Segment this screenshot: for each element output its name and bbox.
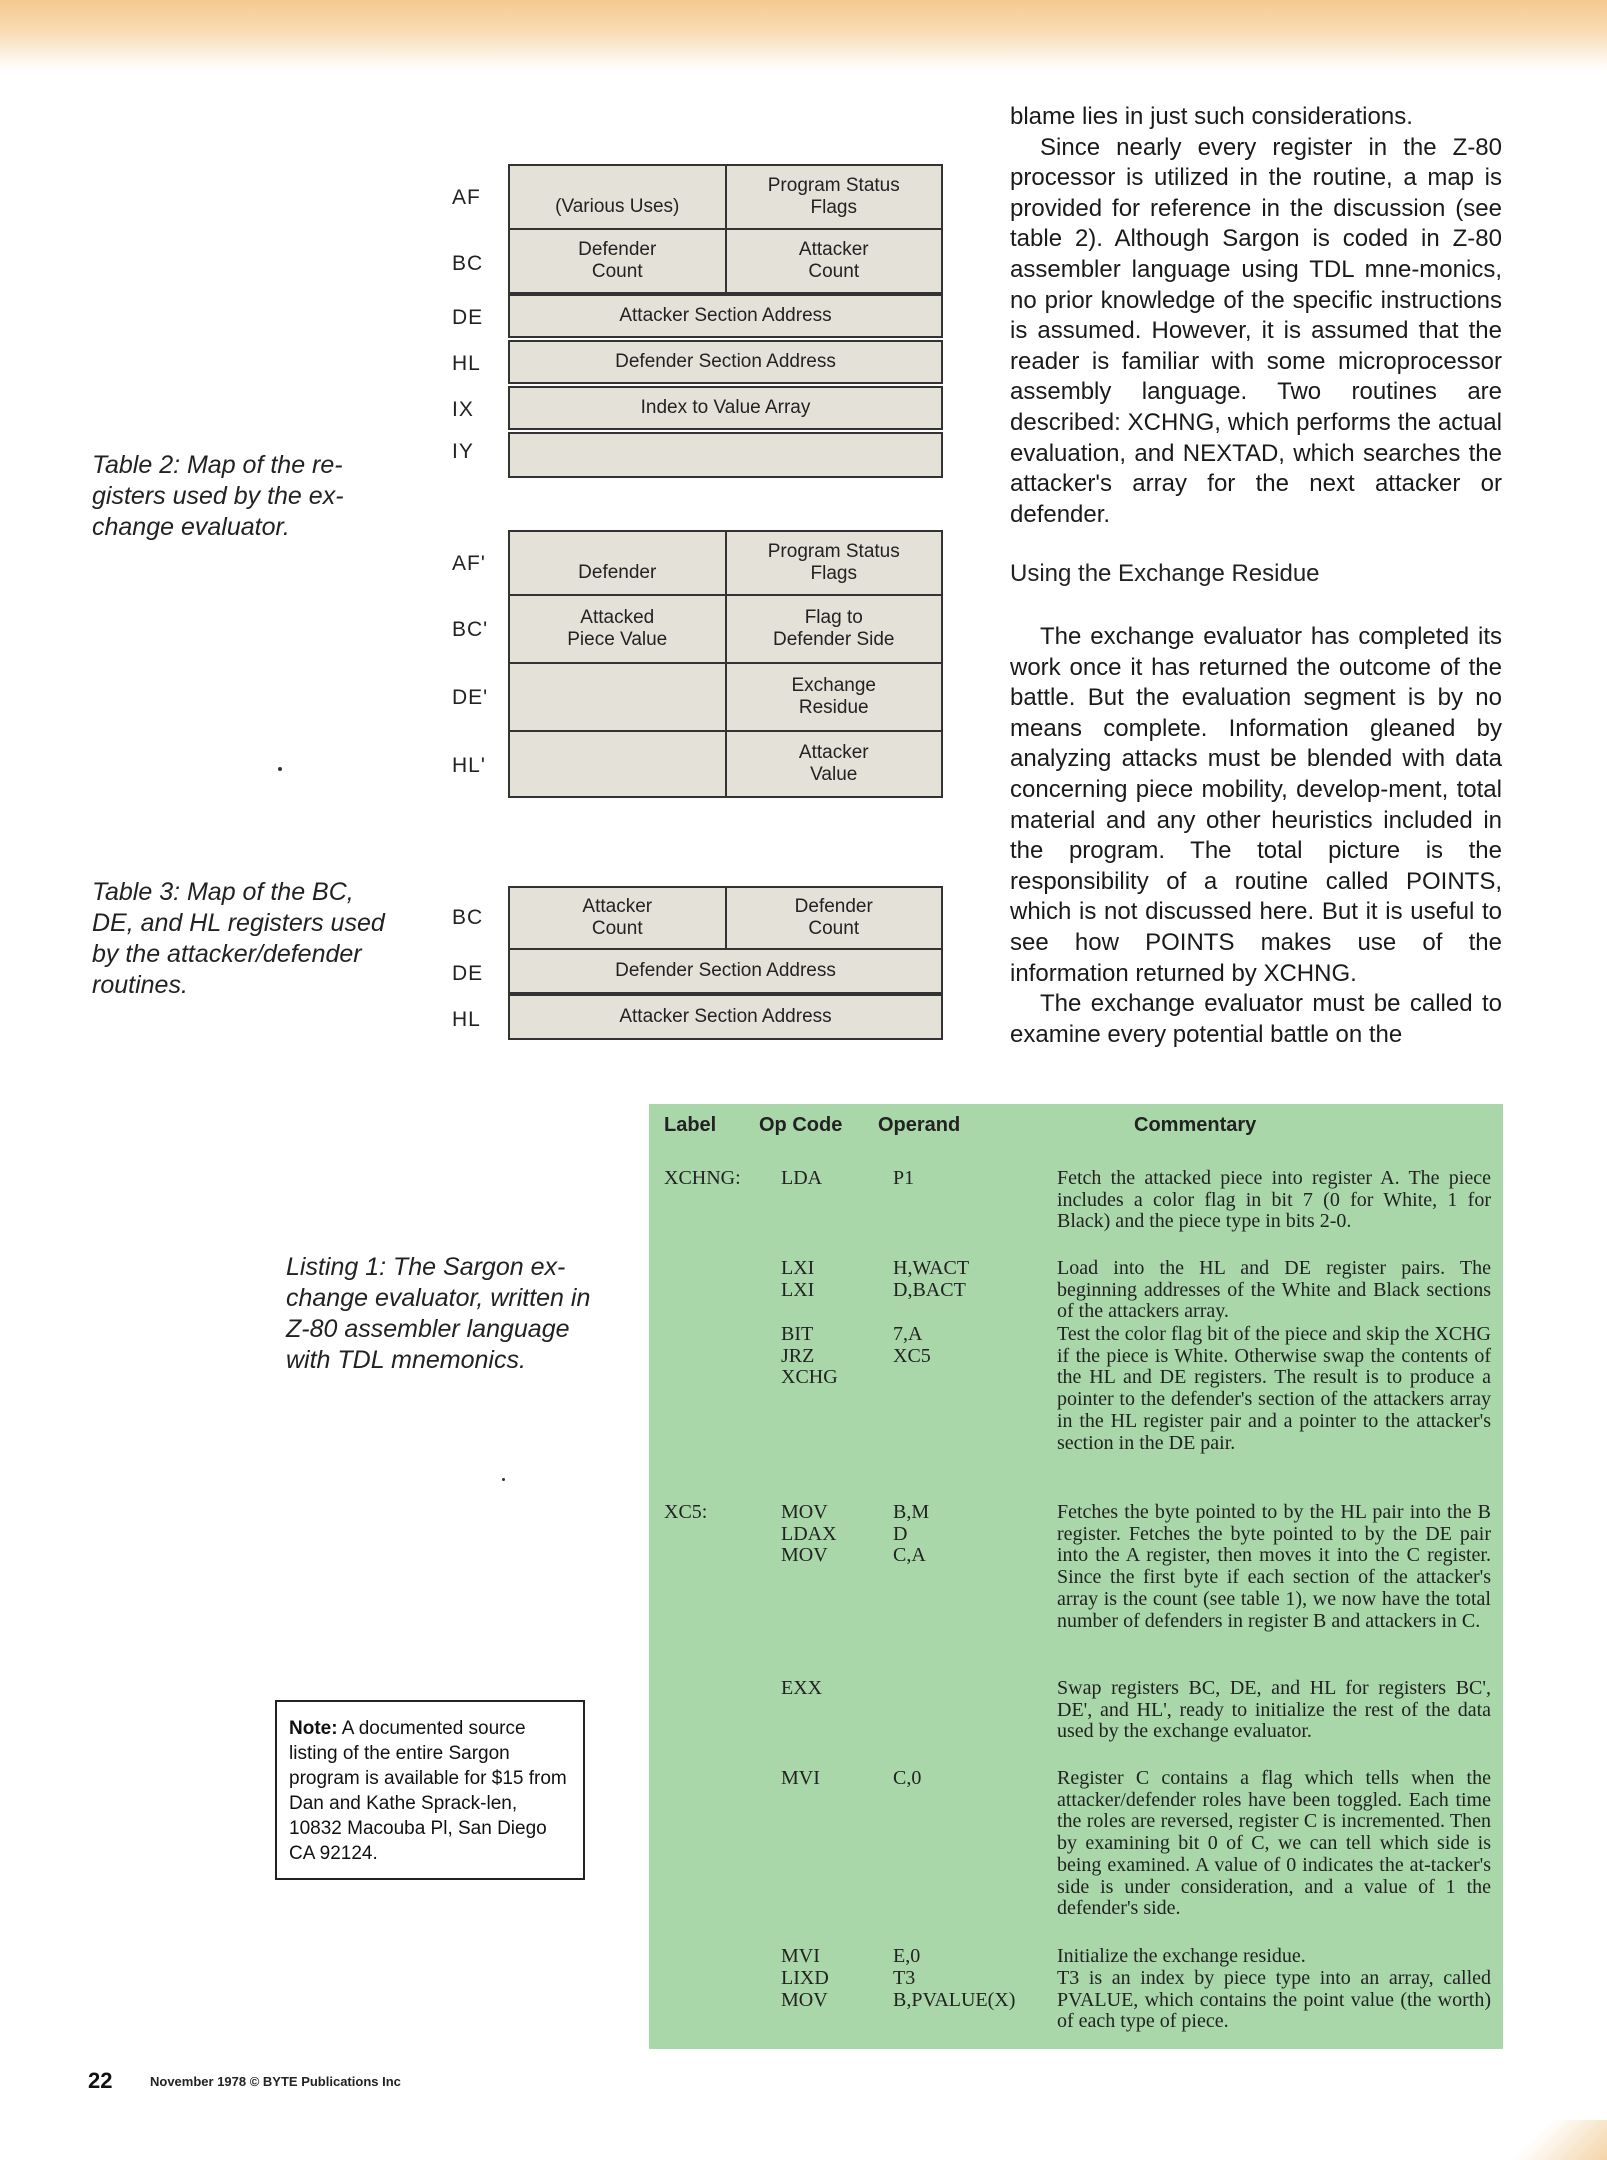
corner-stain bbox=[1487, 2120, 1607, 2160]
register-row bbox=[440, 994, 960, 1040]
register-label: AF bbox=[452, 186, 481, 209]
row-operand: H,WACT D,BACT bbox=[893, 1257, 970, 1301]
register-cell: Attacker Count bbox=[725, 230, 942, 292]
listing-caption: Listing 1: The Sargon ex-change evaluator, written in Z-80 assembler language with TDL mnemonics. bbox=[286, 1253, 591, 1374]
row-comment: Fetches the byte pointed to by the HL pair into the B register. Fetches the byte pointed to by the DE pair into the A register, then moves it into the C register. Since the first byte if each section of the attacker's array is the count (see table 1), we now have the total number of defenders in register B and attackers in C. bbox=[1057, 1501, 1491, 1632]
row-comment: Register C contains a flag which tells when the attacker/defender roles have been toggled. Each time the roles are reversed, register C is incremented. Then by examining bit 0 of C, we can tell which side is being examined. A value of 0 indicates the at-tacker's side is under consideration, and a value of 1 the defender's side. bbox=[1057, 1767, 1491, 1920]
row-operand: B,M D C,A bbox=[893, 1501, 930, 1567]
register-row bbox=[440, 596, 960, 662]
row-opcode: MVI bbox=[781, 1767, 820, 1789]
register-label: DE bbox=[452, 962, 484, 985]
paragraph: The exchange evaluator has completed its work once it has returned the outcome of the battle. But the evaluation segment is by no means complete. Information gleaned by analyzing attacks must be blended with data concerning piece mobility, develop-ment, total material and any other heuristics included in the program. The total picture is the responsibility of a routine called POINTS, which is not discussed here. But it is useful to see how POINTS makes use of the information returned by XCHNG. bbox=[1010, 623, 1502, 987]
row-comment: Swap registers BC, DE, and HL for registers BC', DE', and HL', ready to initialize the rest of the data used by the exchange evaluator. bbox=[1057, 1677, 1491, 1743]
register-row bbox=[440, 950, 960, 996]
header-commentary: Commentary bbox=[1134, 1114, 1257, 1136]
register-label: DE bbox=[452, 306, 484, 329]
register-row bbox=[440, 386, 960, 432]
note-text: A documented source listing of the entire Sargon program is available for $15 from Dan and Kathe Sprack-len, 10832 Macouba Pl, San Diego CA 92124. bbox=[289, 1718, 567, 1864]
register-cell: Flag to Defender Side bbox=[725, 596, 942, 662]
register-cell: Exchange Residue bbox=[725, 664, 942, 730]
register-row bbox=[440, 664, 960, 730]
register-label: BC bbox=[452, 252, 484, 275]
register-row bbox=[440, 230, 960, 296]
listing-1 bbox=[649, 1104, 1503, 2049]
register-label: HL' bbox=[452, 754, 486, 777]
register-row bbox=[440, 340, 960, 386]
row-operand: T3 B,PVALUE(X) bbox=[893, 1967, 1016, 2011]
register-cell bbox=[510, 732, 725, 796]
register-cell: Defender bbox=[578, 562, 657, 583]
row-opcode: LXI LXI bbox=[781, 1257, 815, 1301]
register-cell: (Various Uses) bbox=[555, 196, 680, 217]
body-text-top bbox=[1010, 102, 1502, 530]
page-edge-stain bbox=[0, 0, 1607, 70]
note-box bbox=[275, 1700, 585, 1880]
stray-dot bbox=[502, 1478, 505, 1481]
paragraph: The exchange evaluator must be called to examine every potential battle on the bbox=[1010, 990, 1502, 1048]
row-comment: Initialize the exchange residue. bbox=[1057, 1945, 1306, 1967]
table2-caption: Table 2: Map of the re-gisters used by the ex-change evaluator. bbox=[92, 451, 344, 541]
row-operand: C,0 bbox=[893, 1767, 922, 1789]
register-row bbox=[440, 294, 960, 340]
stray-dot bbox=[278, 767, 282, 771]
note-title: Note: bbox=[289, 1718, 338, 1739]
register-cell: Defender Section Address bbox=[615, 351, 836, 372]
row-label: XCHNG: bbox=[664, 1167, 741, 1189]
register-label: HL bbox=[452, 352, 481, 375]
section-subheading: Using the Exchange Residue bbox=[1010, 560, 1320, 587]
register-label: DE' bbox=[452, 686, 489, 709]
row-operand: P1 bbox=[893, 1167, 915, 1189]
row-opcode: MOV LDAX MOV bbox=[781, 1501, 837, 1567]
row-comment: Fetch the attacked piece into register A. The piece includes a color flag in bit 7 (0 for White, 1 for Black) and the piece type in bits 2-0. bbox=[1057, 1167, 1491, 1233]
register-label: IX bbox=[452, 398, 474, 421]
row-opcode: EXX bbox=[781, 1677, 823, 1699]
row-operand: E,0 bbox=[893, 1945, 921, 1967]
row-opcode: BIT JRZ XCHG bbox=[781, 1323, 838, 1389]
table3-caption: Table 3: Map of the BC, DE, and HL registers used by the attacker/defender routines. bbox=[92, 878, 385, 999]
register-label: AF' bbox=[452, 552, 486, 575]
footer-credit: November 1978 © BYTE Publications Inc bbox=[150, 2074, 401, 2089]
row-opcode: MVI bbox=[781, 1945, 820, 1967]
header-opcode: Op Code bbox=[759, 1114, 843, 1136]
register-cell: Attacker Value bbox=[725, 732, 942, 796]
paragraph: Since nearly every register in the Z-80 processor is utilized in the routine, a map is provided for reference in the discussion (see table 2). Although Sargon is coded in Z-80 assembler language using TDL mne-monics, no prior knowledge of the specific instructions is assumed. However, it is assumed that the reader is familiar with some microprocessor assembly language. Two routines are described: XCHNG, which performs the actual evaluation, and NEXTAD, which searches the attacker's array for the next attacker or defender. bbox=[1010, 133, 1502, 528]
register-row bbox=[440, 732, 960, 798]
page-number: 22 bbox=[88, 2068, 113, 2093]
register-cell: Attacked Piece Value bbox=[567, 607, 668, 650]
register-cell: Program Status Flags bbox=[725, 166, 942, 228]
header-operand: Operand bbox=[878, 1114, 961, 1136]
register-cell bbox=[510, 434, 941, 476]
paragraph: blame lies in just such considerations. bbox=[1010, 103, 1413, 130]
header-label: Label bbox=[664, 1114, 717, 1136]
body-text-bottom bbox=[1010, 622, 1502, 1050]
register-cell bbox=[510, 664, 725, 730]
register-cell: Defender Section Address bbox=[615, 960, 836, 981]
register-cell: Defender Count bbox=[725, 888, 942, 948]
register-row bbox=[440, 164, 960, 230]
register-cell: Attacker Section Address bbox=[619, 305, 832, 326]
register-label: BC bbox=[452, 906, 484, 929]
row-opcode: LIXD MOV bbox=[781, 1967, 829, 2011]
register-cell: Attacker Section Address bbox=[619, 1006, 832, 1027]
register-label: HL bbox=[452, 1008, 481, 1031]
register-label: BC' bbox=[452, 618, 489, 641]
row-comment: Load into the HL and DE register pairs. The beginning addresses of the White and Black sections of the attackers array. bbox=[1057, 1257, 1491, 1323]
register-label: IY bbox=[452, 440, 474, 463]
row-operand: 7,A XC5 bbox=[893, 1323, 931, 1367]
register-row bbox=[440, 530, 960, 596]
register-row bbox=[440, 432, 960, 480]
register-cell: Attacker Count bbox=[582, 896, 653, 939]
register-row bbox=[440, 886, 960, 952]
row-label: XC5: bbox=[664, 1501, 708, 1523]
register-cell: Index to Value Array bbox=[640, 397, 811, 418]
row-comment: Test the color flag bit of the piece and skip the XCHG if the piece is White. Otherwise swap the contents of the HL and DE registers. The result is to produce a pointer to the defender's section of the attackers array in the HL register pair and a pointer to the attacker's section in the DE pair. bbox=[1057, 1323, 1491, 1454]
register-cell: Defender Count bbox=[578, 239, 657, 282]
row-opcode: LDA bbox=[781, 1167, 823, 1189]
register-cell: Program Status Flags bbox=[725, 532, 942, 594]
row-comment: T3 is an index by piece type into an array, called PVALUE, which contains the point value (the worth) of each type of piece. bbox=[1057, 1967, 1491, 2033]
